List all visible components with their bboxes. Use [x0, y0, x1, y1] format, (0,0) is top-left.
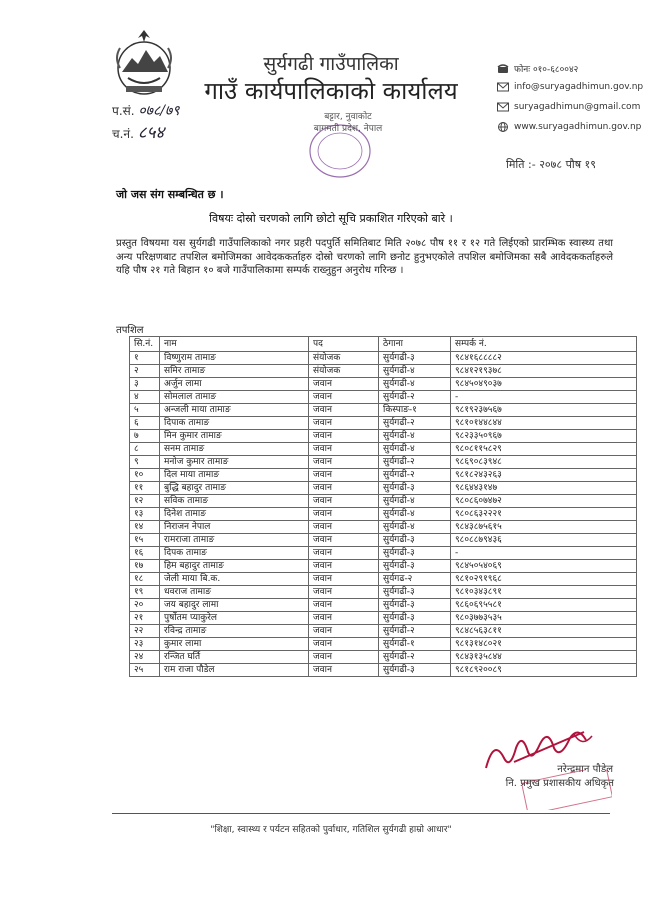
cell-sn: १९ — [130, 586, 160, 599]
cell-sn: १४ — [130, 521, 160, 534]
cell-post: जवान — [309, 430, 379, 443]
email-icon — [497, 82, 509, 92]
cn-line — [112, 120, 164, 143]
cell-address: सुर्यगढी-४ — [379, 443, 451, 456]
letter-date: मिति :- २०७८ पौष १९ — [506, 158, 596, 171]
cell-post: जवान — [309, 391, 379, 404]
cell-address: सुर्यगढी-३ — [379, 352, 451, 365]
cell-post: जवान — [309, 456, 379, 469]
table-row — [130, 495, 637, 508]
table-row — [130, 625, 637, 638]
col-name: नाम — [160, 337, 309, 352]
cell-sn: ७ — [130, 430, 160, 443]
cell-sn: १८ — [130, 573, 160, 586]
pn-value: ०७८/७९ — [138, 103, 180, 119]
cell-post: जवान — [309, 612, 379, 625]
cell-name: विष्णुराम तामाङ — [160, 352, 309, 365]
email2-text[interactable]: suryagadhimun@gmail.com — [514, 102, 641, 112]
email1-text[interactable]: info@suryagadhimun.gov.np — [514, 82, 644, 92]
cell-contact: ९८४८५६३८११ — [451, 625, 637, 638]
stamp-icon — [522, 770, 612, 810]
address-line2: बागमती प्रदेश, नेपाल — [313, 124, 383, 134]
table-row — [130, 482, 637, 495]
cell-name: सनम तामाङ — [160, 443, 309, 456]
cell-contact: ९८२३३५०९६७ — [451, 430, 637, 443]
cell-address: सुर्यगढी-१ — [379, 638, 451, 651]
body-paragraph: प्रस्तुत विषयमा यस सुर्यगढी गाउँपालिकाको नगर प्रहरी पदपुर्ति समितिबाट मिति २०७८ पौष ११ र १२ गते लिईएको प्रारम्भिक स्वास्थ्य तथा अन्य परिक्षणबाट तपशिल बमोजिमका आवेदककर्ताहरु दोस्रो चरणको लागि छनोट हुनुभएकोले तपशिल बमोजिमका सबै आवेदककर्ताहरुले यहि पौष २१ गते बिहान १० बजे गाउँपालिकामा सम्पर्क राख्नुहुन अनुरोध गरिन्छ । — [116, 238, 613, 276]
cell-sn: २५ — [130, 664, 160, 677]
cell-name: रामराजा तामाङ — [160, 534, 309, 547]
cell-post: जवान — [309, 378, 379, 391]
contact-email2[interactable] — [497, 102, 640, 112]
cell-contact: ९८४३८७५६१५ — [451, 521, 637, 534]
cell-address: सुर्यगढी-३ — [379, 482, 451, 495]
cell-post: जवान — [309, 417, 379, 430]
cell-name: जय बहादुर लामा — [160, 599, 309, 612]
cell-name: जेली माया बि.क. — [160, 573, 309, 586]
cell-name: रन्जित घर्ति — [160, 651, 309, 664]
contact-email1[interactable] — [497, 82, 643, 92]
cell-address: सुर्यगढी-४ — [379, 430, 451, 443]
cell-name: समिर तामाङ — [160, 365, 309, 378]
footer-motto: "शिक्षा, स्वास्थ्य र पर्यटन सहितको पुर्वाधार, गतिशिल सुर्यगढी हाम्रो आधार" — [210, 825, 452, 835]
cell-sn: १३ — [130, 508, 160, 521]
cell-address: सुर्यगढी-३ — [379, 547, 451, 560]
cell-name: दिपक तामाङ — [160, 547, 309, 560]
footer-divider — [112, 813, 610, 814]
greeting: जो जस संग सम्बन्धित छ । — [116, 188, 224, 201]
cell-address: सुर्यगढी-३ — [379, 586, 451, 599]
table-row — [130, 430, 637, 443]
cell-post: जवान — [309, 638, 379, 651]
cell-post: जवान — [309, 508, 379, 521]
cell-name: दिपाक तामाङ — [160, 417, 309, 430]
globe-icon — [497, 122, 509, 132]
cell-sn: १७ — [130, 560, 160, 573]
signatory-name: नरेन्द्रमान पौडेल — [557, 764, 613, 775]
col-address: ठेगाना — [379, 337, 451, 352]
cell-name: अन्जली माया तामाङ — [160, 404, 309, 417]
cell-post: जवान — [309, 443, 379, 456]
cell-sn: ९ — [130, 456, 160, 469]
table-row — [130, 651, 637, 664]
email-icon — [497, 102, 509, 112]
cell-contact: ९८१८९२००८९ — [451, 664, 637, 677]
cell-sn: १५ — [130, 534, 160, 547]
cell-post: जवान — [309, 573, 379, 586]
cell-address: सुर्यगढी-४ — [379, 365, 451, 378]
table-row — [130, 391, 637, 404]
cell-contact: ९८६४४३१४७ — [451, 482, 637, 495]
contact-website[interactable] — [497, 122, 641, 132]
cn-label: च.नं. — [112, 127, 134, 141]
cell-address: सुर्यगढी-३ — [379, 534, 451, 547]
table-row — [130, 521, 637, 534]
cell-sn: २ — [130, 365, 160, 378]
cell-name: धवराज तामाङ — [160, 586, 309, 599]
col-sn: सि.नं. — [130, 337, 160, 352]
cell-sn: ५ — [130, 404, 160, 417]
cell-post: जवान — [309, 469, 379, 482]
cell-name: दिल माया तामाङ — [160, 469, 309, 482]
cell-post: जवान — [309, 625, 379, 638]
cell-post: संयोजक — [309, 365, 379, 378]
cell-sn: १६ — [130, 547, 160, 560]
cell-contact: ९८०८८७९४३६ — [451, 534, 637, 547]
contact-phone — [497, 62, 578, 75]
cell-address: सुर्यगढी-३ — [379, 612, 451, 625]
cell-sn: ११ — [130, 482, 160, 495]
cn-value: ८५४ — [137, 123, 165, 143]
cell-address: किस्पाङ-१ — [379, 404, 451, 417]
table-row — [130, 404, 637, 417]
cell-post: जवान — [309, 521, 379, 534]
cell-name: कुमार लामा — [160, 638, 309, 651]
cell-sn: १२ — [130, 495, 160, 508]
cell-address: सुर्यगढी-२ — [379, 625, 451, 638]
cell-address: सुर्यगढी-३ — [379, 560, 451, 573]
cell-contact: ९८४३१३५८४४ — [451, 651, 637, 664]
table-row — [130, 638, 637, 651]
cell-post: जवान — [309, 586, 379, 599]
table-row — [130, 417, 637, 430]
table-row — [130, 456, 637, 469]
table-row — [130, 508, 637, 521]
cell-sn: ६ — [130, 417, 160, 430]
cell-post: जवान — [309, 534, 379, 547]
cell-contact: ९८४१६८८८८२ — [451, 352, 637, 365]
cell-name: मनोज कुमार तामाङ — [160, 456, 309, 469]
tapasil-label: तपशिल — [116, 325, 144, 336]
municipality-name: सुर्यगढी गाउँपालिका — [263, 53, 399, 75]
table-row — [130, 573, 637, 586]
cell-contact: ९८०८६३२२२१ — [451, 508, 637, 521]
cell-name: निराजन नेपाल — [160, 521, 309, 534]
cell-contact: ९८१९२३७५६७ — [451, 404, 637, 417]
cell-name: राम राजा पौडेल — [160, 664, 309, 677]
cell-address: सुर्यगढ-२ — [379, 573, 451, 586]
cell-address: सुर्यगढी-२ — [379, 469, 451, 482]
cell-address: सुर्यगढी-२ — [379, 391, 451, 404]
cell-name: सोमलाल तामाङ — [160, 391, 309, 404]
cell-post: जवान — [309, 651, 379, 664]
table-row — [130, 560, 637, 573]
phone-text: फोनः ०१०-६८००४२ — [514, 65, 579, 75]
cell-contact: ९८१०१४४८४४ — [451, 417, 637, 430]
cell-address: सुर्यगढी-२ — [379, 417, 451, 430]
cell-contact: ९८०८११५८२९ — [451, 443, 637, 456]
table-row — [130, 365, 637, 378]
phone-icon — [497, 64, 509, 74]
cell-contact: ९८४१२१९३७८ — [451, 365, 637, 378]
cell-post: जवान — [309, 547, 379, 560]
cell-post: जवान — [309, 664, 379, 677]
signatory-designation: नि. प्रमुख प्रशासकीय अधिकृत — [505, 778, 614, 789]
cell-contact: ९८०८६०७४७२ — [451, 495, 637, 508]
cell-contact: ९८१०२९१९६८ — [451, 573, 637, 586]
cell-name: पुर्षोतम प्याकुरेल — [160, 612, 309, 625]
table-row — [130, 612, 637, 625]
cell-name: अर्जुन लामा — [160, 378, 309, 391]
cell-contact: ९८४५०५४०६९ — [451, 560, 637, 573]
pn-line — [112, 101, 180, 120]
cell-sn: १ — [130, 352, 160, 365]
website-text[interactable]: www.suryagadhimun.gov.np — [514, 122, 642, 132]
cell-contact: ९८१८२४३२६३ — [451, 469, 637, 482]
cell-contact: ९८४५०४९०३७ — [451, 378, 637, 391]
cell-address: सुर्यगढी-२ — [379, 456, 451, 469]
cell-address: सुर्यगढी-४ — [379, 495, 451, 508]
cell-contact: - — [451, 391, 637, 404]
cell-contact: ९८०३७७३५३५ — [451, 612, 637, 625]
subject-line: विषयः दोस्रो चरणको लागि छोटो सूचि प्रकाशित गरिएको बारे । — [209, 212, 453, 225]
cell-sn: ४ — [130, 391, 160, 404]
table-row — [130, 599, 637, 612]
address-line1: बट्टार, नुवाकोट — [324, 112, 372, 122]
candidate-table — [129, 336, 637, 677]
cell-contact: ९८१३१४८०२१ — [451, 638, 637, 651]
cell-name: रविन्द्र तामाङ — [160, 625, 309, 638]
pn-label: प.सं. — [112, 104, 135, 118]
cell-address: सुर्यगढी-३ — [379, 664, 451, 677]
cell-address: सुर्यगढी-४ — [379, 521, 451, 534]
cell-post: संयोजक — [309, 352, 379, 365]
cell-post: जवान — [309, 560, 379, 573]
cell-post: जवान — [309, 482, 379, 495]
cell-contact: ९८६०६९५५८१ — [451, 599, 637, 612]
cell-name: सविक तामाङ — [160, 495, 309, 508]
cell-sn: ३ — [130, 378, 160, 391]
cell-sn: ८ — [130, 443, 160, 456]
col-contact: सम्पर्क नं. — [451, 337, 637, 352]
cell-address: सुर्यगढी-४ — [379, 378, 451, 391]
cell-name: मिन कुमार तामाङ — [160, 430, 309, 443]
table-row — [130, 586, 637, 599]
cell-post: जवान — [309, 599, 379, 612]
cell-name: बुद्धि बहादुर तामाङ — [160, 482, 309, 495]
cell-address: सुर्यगढी-३ — [379, 599, 451, 612]
cell-sn: २२ — [130, 625, 160, 638]
col-post: पद — [309, 337, 379, 352]
table-row — [130, 664, 637, 677]
table-row — [130, 443, 637, 456]
cell-name: हिम बहादुर तामाङ — [160, 560, 309, 573]
cell-sn: १० — [130, 469, 160, 482]
table-row — [130, 352, 637, 365]
cell-post: जवान — [309, 495, 379, 508]
cell-sn: २४ — [130, 651, 160, 664]
table-row — [130, 469, 637, 482]
cell-contact: - — [451, 547, 637, 560]
cell-sn: २३ — [130, 638, 160, 651]
cell-address: सुर्यगढी-४ — [379, 508, 451, 521]
cell-name: दिनेश तामाङ — [160, 508, 309, 521]
cell-contact: ९८६९०८३९४८ — [451, 456, 637, 469]
cell-address: सुर्यगढी-२ — [379, 651, 451, 664]
cell-contact: ९८१०३४३८९१ — [451, 586, 637, 599]
table-row — [130, 378, 637, 391]
cell-post: जवान — [309, 404, 379, 417]
table-header-row — [130, 337, 637, 352]
table-row — [130, 534, 637, 547]
office-name: गाउँ कार्यपालिकाको कार्यालय — [204, 77, 458, 105]
table-row — [130, 547, 637, 560]
cell-sn: २१ — [130, 612, 160, 625]
cell-sn: २० — [130, 599, 160, 612]
